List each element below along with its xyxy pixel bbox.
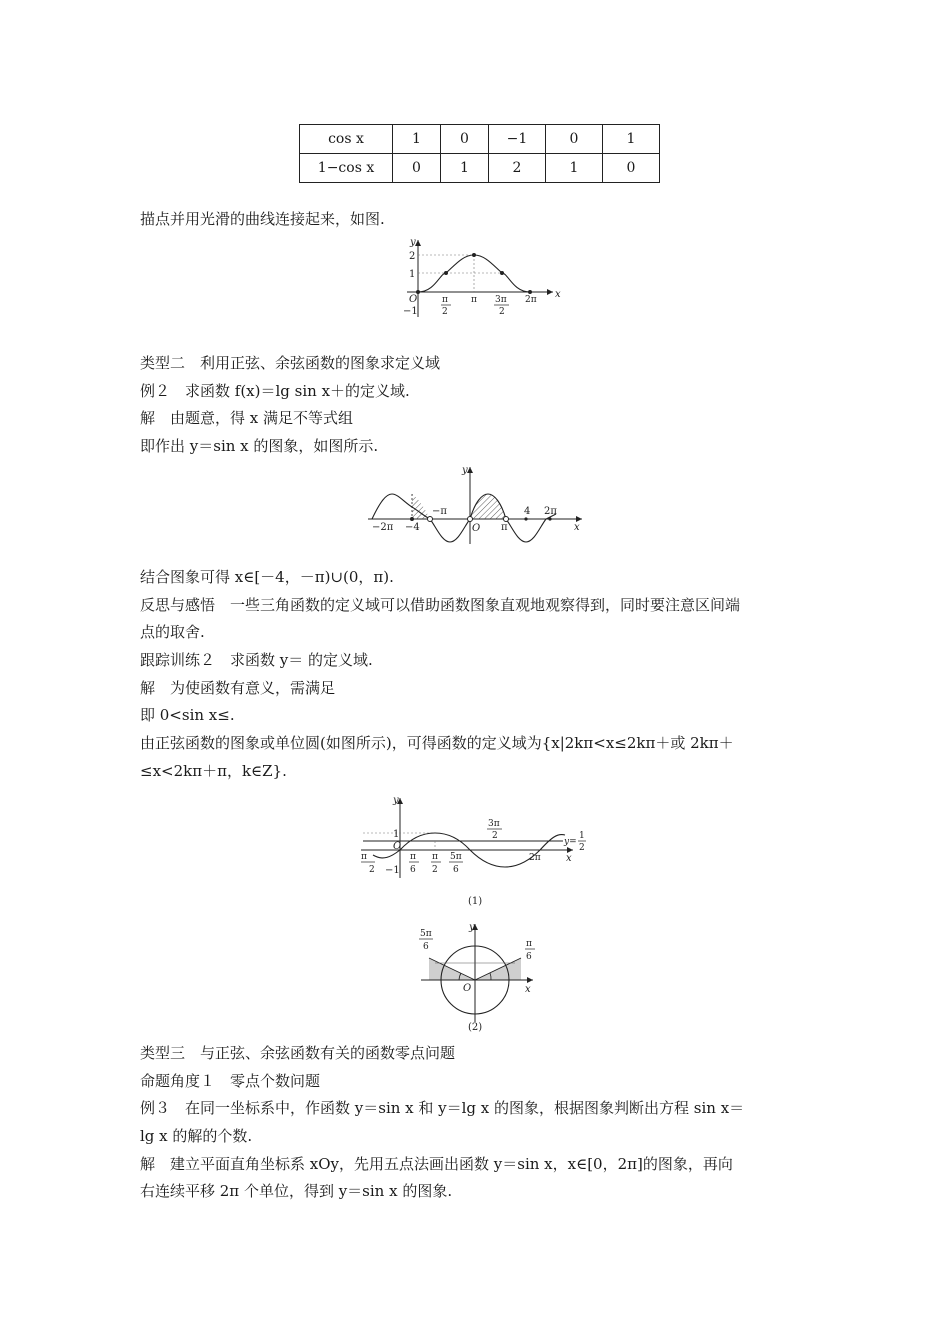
- table-cell: 1: [603, 125, 660, 154]
- table-cell: −1: [489, 125, 546, 154]
- section-title-type2: 类型二 利用正弦、余弦函数的图象求定义域: [140, 354, 441, 372]
- line-label-den: 2: [579, 843, 585, 853]
- tick-label: π: [442, 295, 448, 305]
- line-label: y=: [564, 837, 577, 847]
- angle-label: 6: [423, 942, 429, 952]
- tick-label: −4: [405, 522, 420, 533]
- tick-label: 3π: [488, 819, 500, 829]
- axis-label-x: x: [574, 522, 580, 533]
- angle-label: π: [526, 939, 532, 949]
- tick-label: 1: [393, 829, 400, 840]
- example-3a: 例３ 在同一坐标系中，作函数 y＝sin x 和 y＝lg x 的图象，根据图象判断出方程 sin x＝: [140, 1099, 745, 1117]
- describe-text: 描点并用光滑的曲线连接起来，如图.: [140, 210, 385, 228]
- tick-label: 2: [409, 251, 416, 262]
- plot-point: [472, 253, 476, 257]
- table-cell: 0: [603, 154, 660, 183]
- line-label-num: 1: [579, 831, 585, 841]
- axis-label-y: y: [410, 237, 416, 248]
- open-point: [468, 517, 473, 522]
- origin-label: O: [393, 841, 402, 852]
- tick-label: 6: [453, 865, 459, 875]
- value-table: [299, 124, 660, 183]
- tick-label: π: [471, 295, 477, 305]
- tick-label: 1: [409, 269, 416, 280]
- figure-caption: (1): [468, 896, 483, 907]
- example-2: 例２ 求函数 f(x)＝lg sin x＋的定义域.: [140, 382, 410, 400]
- result-2: 结合图象可得 x∈[－4，－π)∪(0，π).: [140, 568, 394, 586]
- track-solution-2: 即 0<sin x≤.: [140, 706, 235, 724]
- figure-unit-circle: [415, 918, 545, 1036]
- reflection-line1: 反思与感悟 一些三角函数的定义域可以借助函数图象直观地观察得到，同时要注意区间端: [140, 596, 741, 614]
- table-cell: 0: [546, 125, 603, 154]
- table-cell: 2: [489, 154, 546, 183]
- tick-label: 3π: [495, 295, 507, 305]
- example-3b: lg x 的解的个数.: [140, 1127, 253, 1145]
- tick-label: 6: [410, 865, 416, 875]
- origin-label: O: [472, 523, 481, 534]
- section-title-type3: 类型三 与正弦、余弦函数有关的函数零点问题: [140, 1044, 456, 1062]
- table-row: [300, 125, 660, 154]
- table-cell: 0: [441, 125, 489, 154]
- open-point: [428, 517, 433, 522]
- tick-label: 5π: [450, 852, 462, 862]
- tick-label: 2: [492, 831, 498, 841]
- tick-label: −1: [403, 306, 418, 317]
- axis-label-x: x: [555, 289, 561, 300]
- track-training-2: 跟踪训练２ 求函数 y＝ 的定义域.: [140, 651, 373, 669]
- tick-label: −1: [385, 865, 400, 876]
- tick-label: π: [361, 852, 367, 862]
- angle-label: 6: [526, 952, 532, 962]
- plot-point: [444, 271, 448, 275]
- open-point: [504, 517, 509, 522]
- tick-label: 2π: [529, 853, 541, 863]
- tick-label: 2: [432, 865, 438, 875]
- table-cell: 1: [393, 125, 441, 154]
- plot-point: [528, 290, 532, 294]
- tick-label: π: [501, 522, 508, 533]
- solution-2b: 即作出 y＝sin x 的图象，如图所示.: [140, 437, 379, 455]
- figure-sin-domain: [360, 462, 590, 547]
- tick-label: −π: [432, 506, 447, 517]
- tick-label: 2: [442, 307, 448, 317]
- table-row: [300, 154, 660, 183]
- row-label: 1−cos x: [300, 154, 393, 183]
- figure-one-minus-cos: [395, 235, 565, 320]
- tick-label: 2π: [544, 506, 557, 517]
- axis-label-x: x: [566, 853, 572, 864]
- axis-label-y: y: [462, 465, 468, 476]
- axis-label-x: x: [525, 984, 531, 995]
- table-cell: 1: [441, 154, 489, 183]
- solution-2a: 解 由题意，得 x 满足不等式组: [140, 409, 353, 427]
- tick-label: 2π: [525, 295, 537, 305]
- track-solution-3: 由正弦函数的图象或单位圆(如图所示)，可得函数的定义域为{x|2kπ<x≤2kπ＋或 2kπ＋: [140, 734, 734, 752]
- track-solution-1: 解 为使函数有意义，需满足: [140, 679, 336, 697]
- track-solution-4: ≤x<2kπ＋π，k∈Z}.: [140, 762, 287, 780]
- axis-label-y: y: [393, 795, 399, 806]
- plot-point: [500, 271, 504, 275]
- angle-label: 5π: [420, 929, 432, 939]
- tick-label: 2: [369, 865, 375, 875]
- origin-label: O: [409, 294, 418, 305]
- table-cell: 1: [546, 154, 603, 183]
- closed-point: [410, 517, 414, 521]
- reflection-line2: 点的取舍.: [140, 623, 205, 641]
- origin-label: O: [463, 983, 472, 994]
- proposition-angle-1: 命题角度１ 零点个数问题: [140, 1072, 321, 1090]
- tick-label: −2π: [372, 522, 394, 533]
- tick-label: π: [432, 852, 438, 862]
- table-cell: 0: [393, 154, 441, 183]
- tick-label: 4: [524, 506, 531, 517]
- tick-label: π: [410, 852, 416, 862]
- figure-sin-half: [355, 793, 595, 911]
- axis-label-y: y: [469, 922, 475, 933]
- tick-label: 2: [499, 307, 505, 317]
- solution-3b: 右连续平移 2π 个单位，得到 y＝sin x 的图象.: [140, 1182, 453, 1200]
- figure-caption: (2): [468, 1022, 483, 1033]
- solution-3a: 解 建立平面直角坐标系 xOy，先用五点法画出函数 y＝sin x，x∈[0，2π]的图象，再向: [140, 1155, 733, 1173]
- row-label: cos x: [300, 125, 393, 154]
